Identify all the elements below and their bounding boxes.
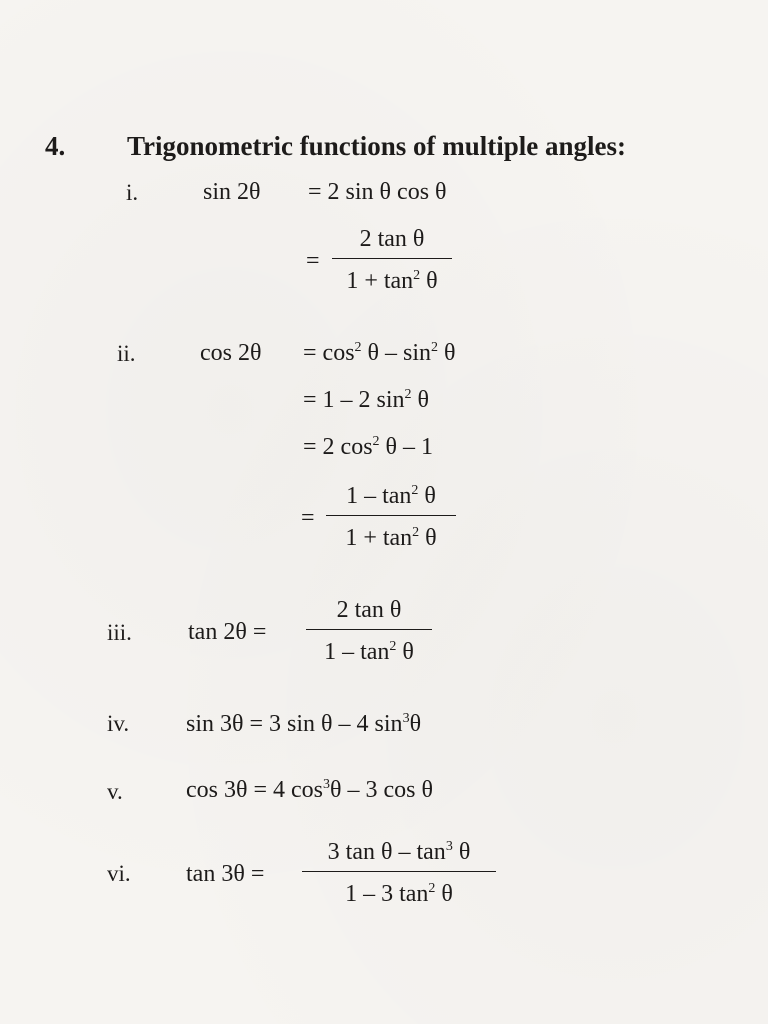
item-iv-equation: sin 3θ = 3 sin θ – 4 $\sin^3\theta$ bbox=[186, 711, 422, 737]
item-i-lhs: sin 2θ bbox=[203, 179, 261, 205]
item-v-label: v. bbox=[107, 779, 123, 804]
item-ii-denominator: $1 + \tan^2 \theta$ bbox=[345, 525, 437, 552]
item-ii-line3: = 2 $\cos^2 \theta - 1$ bbox=[303, 434, 434, 460]
section-number: 4. bbox=[45, 131, 66, 161]
item-i-denominator: $1 + \tan^2 \theta$ bbox=[346, 268, 438, 295]
item-vi-lhs: tan 3θ = bbox=[186, 861, 265, 887]
item-ii-lhs: cos 2θ bbox=[200, 340, 262, 366]
item-i-equals: = bbox=[306, 248, 320, 274]
item-vi-numerator: 3 tan θ – $\tan^3 \theta$ bbox=[327, 839, 471, 865]
item-iv-label: iv. bbox=[107, 711, 130, 736]
item-vi-denominator: 1 – 3 $\tan^2 \theta$ bbox=[345, 881, 453, 908]
item-ii-label: ii. bbox=[117, 341, 136, 366]
item-i-label: i. bbox=[126, 180, 139, 205]
item-iii-numerator: 2 tan θ bbox=[336, 597, 402, 623]
fraction-bar bbox=[306, 629, 432, 630]
item-i-fraction bbox=[332, 227, 452, 293]
item-ii-line1: = $\cos^2 \theta - \sin^2 \theta$ bbox=[303, 340, 456, 366]
item-iii-denominator: $1 - \tan^2 \theta$ bbox=[324, 639, 414, 666]
item-v-equation: cos 3θ = 4 $\cos^3\theta - 3$ cos θ bbox=[186, 777, 433, 803]
fraction-bar bbox=[302, 871, 496, 872]
item-vi-label: vi. bbox=[107, 861, 131, 886]
item-ii-numerator: $1 - \tan^2 \theta$ bbox=[346, 483, 436, 509]
fraction-bar bbox=[326, 515, 456, 516]
section-title: Trigonometric functions of multiple angles: bbox=[127, 131, 626, 161]
item-ii-fraction bbox=[326, 484, 456, 550]
item-ii-equals: = bbox=[301, 505, 315, 531]
fraction-bar bbox=[332, 258, 452, 259]
item-i-numerator: 2 tan θ bbox=[359, 226, 425, 252]
item-iii-fraction bbox=[306, 598, 432, 664]
item-vi-fraction bbox=[302, 840, 496, 906]
item-ii-line2: = 1 – 2 $\sin^2 \theta$ bbox=[303, 387, 430, 413]
item-iii-label: iii. bbox=[107, 620, 132, 645]
item-i-line1: = 2 sin θ cos θ bbox=[308, 179, 447, 205]
item-iii-lhs: tan 2θ = bbox=[188, 619, 267, 645]
